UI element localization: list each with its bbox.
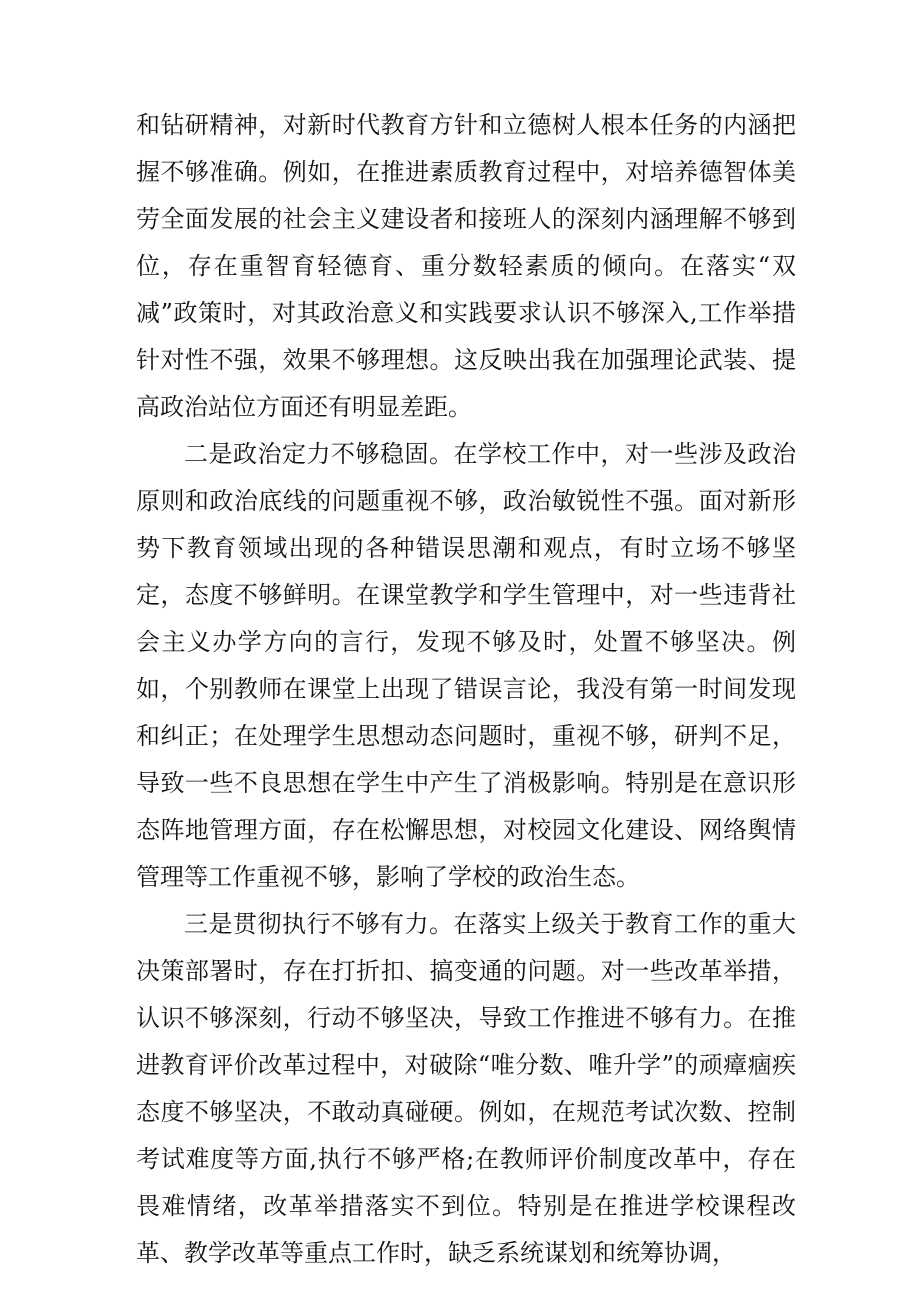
paragraph-implementation: 三是贯彻执行不够有力。在落实上级关于教育工作的重大决策部署时，存在打折扣、搞变通的问题。对一些改革举措，认识不够深刻，行动不够坚决，导致工作推进不够有力。在推进教育评价改革过程中，对破除“唯分数、唯升学”的顽瘴痼疾态度不够坚决，不敢动真碰硬。例如，在规范考试次数、控制考试难度等方面,执行不够严格;在教师评价制度改革中，存在畏难情绪，改革举措落实不到位。特别是在推进学校课程改革、教学改革等重点工作时，缺乏系统谋划和统筹协调， — [136, 910, 796, 1267]
paragraph-political-resolve: 二是政治定力不够稳固。在学校工作中，对一些涉及政治原则和政治底线的问题重视不够，政治敏锐性不强。面对新形势下教育领域出现的各种错误思潮和观点，有时立场不够坚定，态度不够鲜明。在课堂教学和学生管理中，对一些违背社会主义办学方向的言行，发现不够及时，处置不够坚决。例如，个别教师在课堂上出现了错误言论，我没有第一时间发现和纠正；在处理学生思想动态问题时，重视不够，研判不足，导致一些不良思想在学生中产生了消极影响。特别是在意识形态阵地管理方面，存在松懈思想，对校园文化建设、网络舆情管理等工作重视不够，影响了学校的政治生态。 — [136, 440, 796, 891]
paragraph-continuation: 和钻研精神，对新时代教育方针和立德树人根本任务的内涵把握不够准确。例如，在推进素质教育过程中，对培养德智体美劳全面发展的社会主义建设者和接班人的深刻内涵理解不够到位，存在重智育轻德育、重分数轻素质的倾向。在落实“双减”政策时，对其政治意义和实践要求认识不够深入,工作举措针对性不强，效果不够理想。这反映出我在加强理论武装、提高政治站位方面还有明显差距。 — [136, 111, 796, 421]
document-body — [136, 102, 796, 1277]
